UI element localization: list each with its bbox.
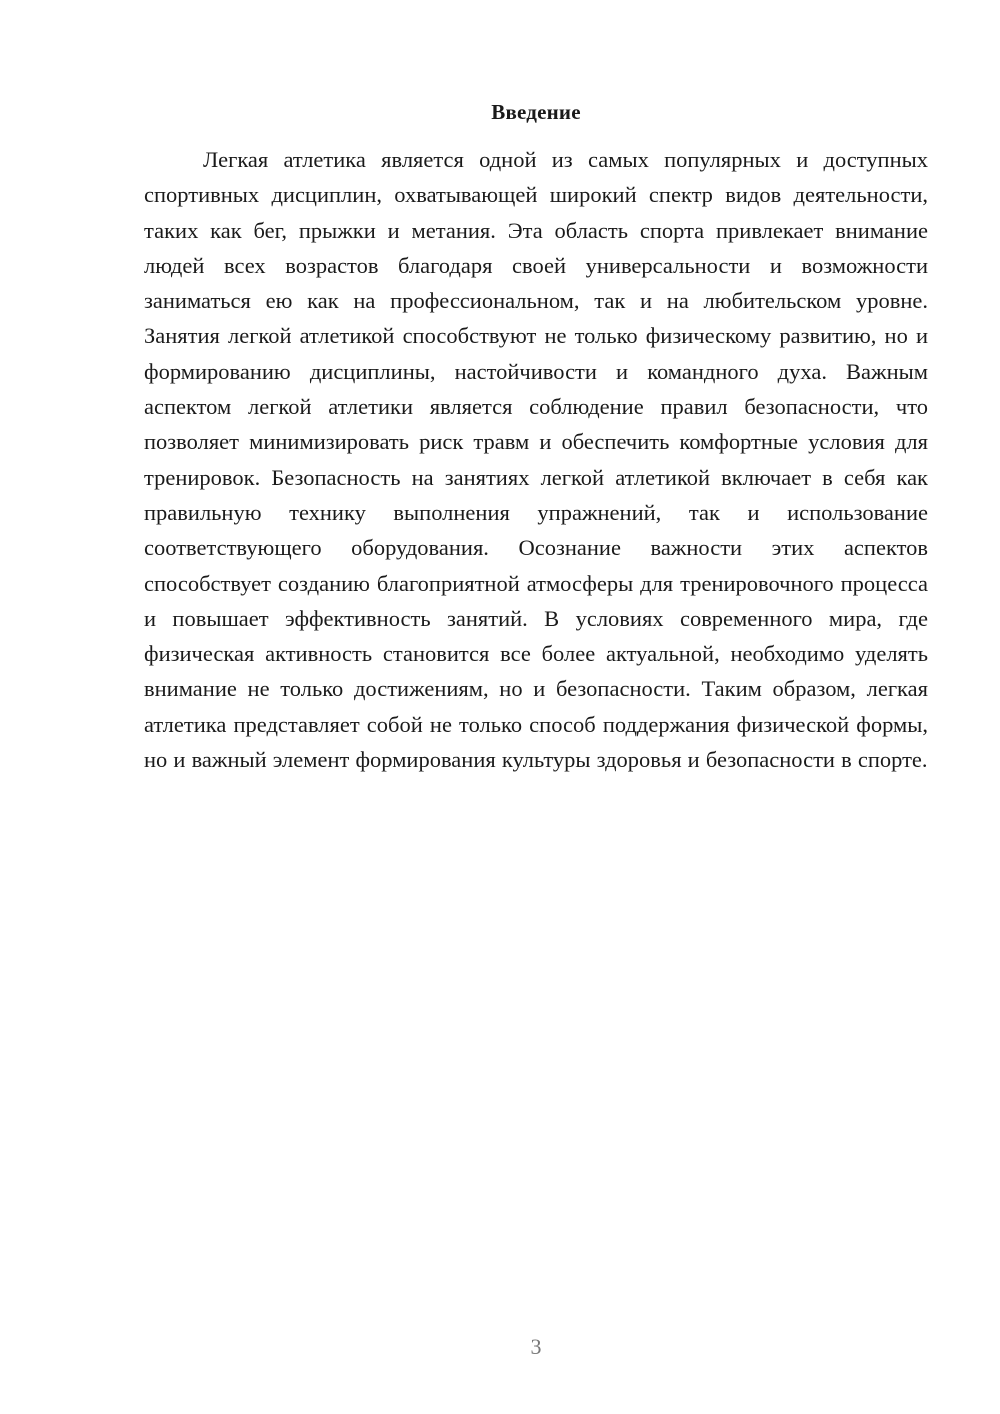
body-paragraph: Легкая атлетика является одной из самых популярных и доступных спортивных дисциплин, охватывающей широкий спектр видов деятельности, таких как бег, прыжки и метания. Эта область спорта привлекает внимание людей всех возрастов благодаря своей универсальности и возможности заниматься ею как на профессиональном, так и на любительском уровне. Занятия легкой атлетикой способствуют не только физическому развитию, но и формированию дисциплины, настойчивости и командного духа. Важным аспектом легкой атлетики является соблюдение правил безопасности, что позволяет минимизировать риск травм и обеспечить комфортные условия для тренировок. Безопасность на занятиях легкой атлетикой включает в себя как правильную технику выполнения упражнений, так и использование соответствующего оборудования. Осознание важности этих аспектов способствует созданию благоприятной атмосферы для тренировочного процесса и повышает эффективность занятий. В условиях современного мира, где физическая активность становится все более актуальной, необходимо уделять внимание не только достижениям, но и безопасности. Таким образом, легкая атлетика представляет собой не только способ поддержания физической формы, но и важный элемент формирования культуры здоровья и безопасности в спорте.: [144, 147, 928, 773]
section-heading: Введение: [491, 100, 581, 124]
page-number: 3: [530, 1334, 542, 1359]
